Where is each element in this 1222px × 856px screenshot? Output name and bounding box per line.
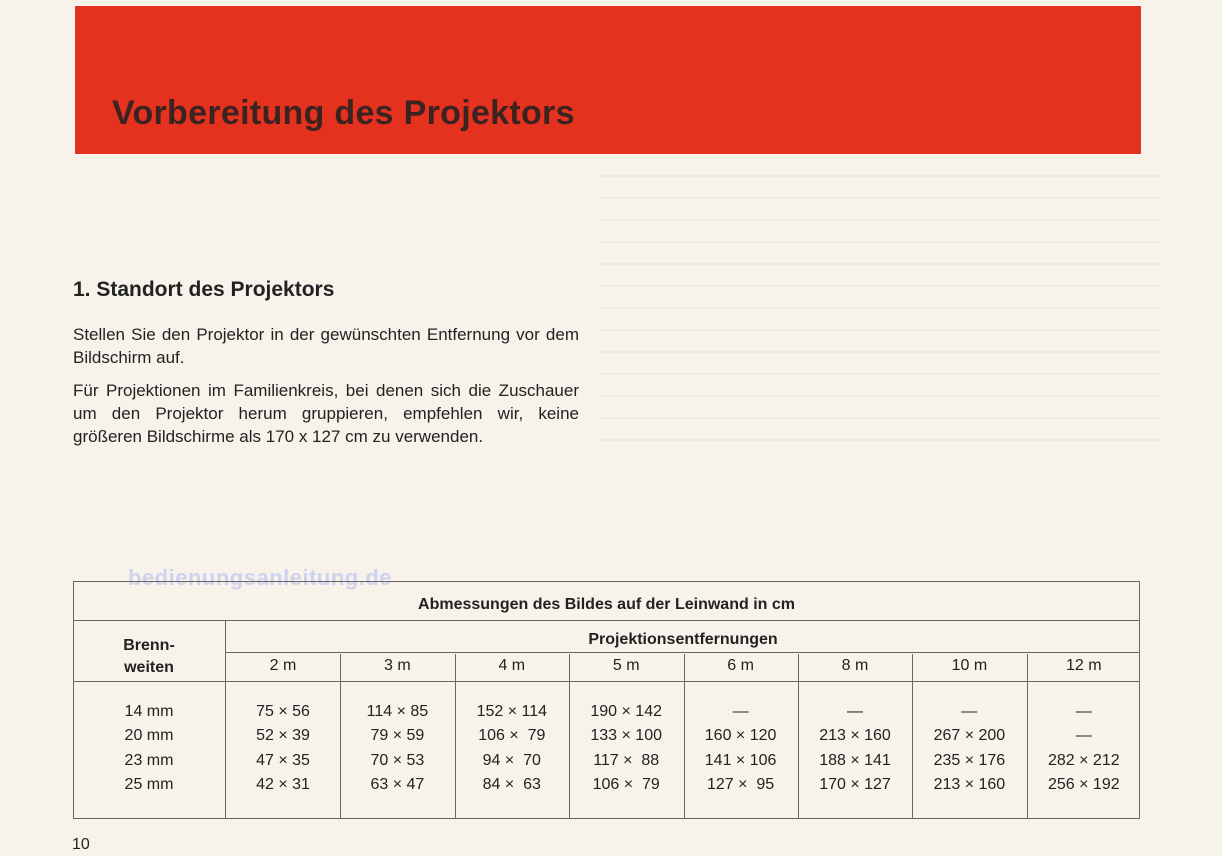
row-label: 14 mm [124,703,174,720]
table-cell: 213 × 160 [819,727,891,745]
column-header: 8 m [841,657,869,674]
table-cell: 188 × 141 [819,751,891,769]
table-cell: 141 × 106 [704,751,777,769]
table-cell: 79 × 59 [370,727,425,745]
column-header: 5 m [612,657,640,674]
column-header: 10 m [951,657,988,674]
table-cell: 70 × 53 [370,751,425,769]
table-cell: 152 × 114 [476,703,548,720]
table-cell: 267 × 200 [933,727,1006,745]
table-cell: — [961,703,978,720]
table-cell: 75 × 56 [256,703,310,720]
table-cell: 213 × 160 [933,775,1006,793]
row-header-line: weiten [124,659,174,676]
row-header [74,635,224,679]
table-cell: — [1075,727,1092,745]
table-cell: 94 × 70 [482,751,541,769]
section-title: 1. Standort des Projektors [73,278,335,301]
table-cell: 47 × 35 [256,751,310,769]
table-rule [226,652,1139,653]
table-cell: 106 × 79 [478,727,546,745]
row-label: 25 mm [124,775,174,793]
page-title: Vorbereitung des Projektors [112,94,575,132]
column-header: 2 m [269,657,297,674]
table-cell: 282 × 212 [1047,751,1120,769]
row-header-line: Brenn- [123,637,175,654]
table-caption: Abmessungen des Bildes auf der Leinwand in cm [418,596,795,613]
table-cell: 133 × 100 [590,727,662,745]
table-rule [74,620,1139,621]
table-cell: 170 × 127 [819,775,891,793]
bleed-through-texture [600,175,1160,455]
table-cell: — [847,703,863,720]
table-cell: 63 × 47 [370,775,425,793]
column-header: 6 m [727,657,754,674]
table-cell: 84 × 63 [482,775,541,793]
paragraph-placement: Stellen Sie den Projektor in der gewünschten Entfernung vor dem Bildschirm auf. [73,325,579,367]
table-cell: 106 × 79 [592,775,660,793]
table-cell: 160 × 120 [704,727,777,745]
column-header: 12 m [1066,657,1102,674]
header-banner [75,6,1141,154]
table-cell: 114 × 85 [366,703,429,720]
table-rule [74,681,1139,682]
watermark: bedienungsanleitung.de [128,565,393,590]
page-number: 10 [72,836,90,853]
column-group-header: Projektionsentfernungen [588,631,778,648]
table-cell: — [732,703,749,720]
column-header: 3 m [384,657,411,674]
column-header: 4 m [498,657,526,674]
table-cell: 256 × 192 [1047,775,1120,793]
table-cell: 235 × 176 [933,751,1006,769]
table-cell: — [1075,703,1092,720]
table-cell: 42 × 31 [256,775,310,793]
paragraph-screen-size: Für Projektionen im Familienkreis, bei denen sich die Zuschauer um den Projektor herum gruppieren, empfehlen wir, keine größeren Bildschirme als 170 x 127 cm zu verwenden. [73,381,579,446]
table-cell: 127 × 95 [707,775,775,793]
table-cell: 190 × 142 [590,703,662,720]
image-size-table [73,581,1140,819]
table-cell: 52 × 39 [256,727,310,745]
table-cell: 117 × 88 [593,751,660,769]
row-label: 20 mm [124,727,174,745]
row-label: 23 mm [124,751,174,769]
